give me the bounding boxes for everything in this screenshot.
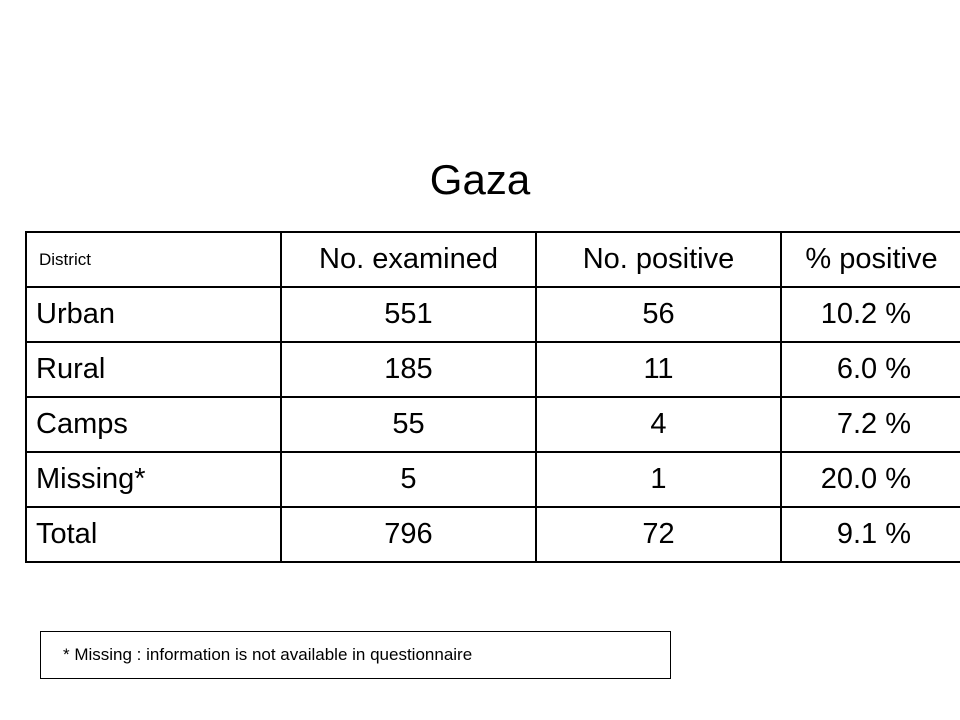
examined-cell: 796 bbox=[281, 507, 536, 562]
table-row bbox=[26, 507, 960, 562]
slide-title: Gaza bbox=[429, 156, 531, 203]
table-row bbox=[26, 397, 960, 452]
footnote-text: * Missing : information is not available in questionnaire bbox=[63, 645, 473, 664]
district-cell: Camps bbox=[26, 397, 281, 452]
table-header-row bbox=[26, 232, 960, 287]
percent-positive-cell: 6.0 % bbox=[781, 342, 960, 397]
positive-cell: 56 bbox=[536, 287, 781, 342]
footnote-box bbox=[40, 631, 671, 679]
district-cell: Urban bbox=[26, 287, 281, 342]
percent-positive-cell: 20.0 % bbox=[781, 452, 960, 507]
column-header-no-examined: No. examined bbox=[281, 232, 536, 287]
table-row bbox=[26, 287, 960, 342]
table-row bbox=[26, 452, 960, 507]
district-cell: Rural bbox=[26, 342, 281, 397]
examined-cell: 185 bbox=[281, 342, 536, 397]
percent-positive-cell: 9.1 % bbox=[781, 507, 960, 562]
district-cell: Missing* bbox=[26, 452, 281, 507]
positive-cell: 72 bbox=[536, 507, 781, 562]
percent-positive-cell: 10.2 % bbox=[781, 287, 960, 342]
positive-cell: 11 bbox=[536, 342, 781, 397]
positive-cell: 1 bbox=[536, 452, 781, 507]
percent-positive-cell: 7.2 % bbox=[781, 397, 960, 452]
data-table bbox=[25, 231, 960, 563]
column-header-district: District bbox=[26, 232, 281, 287]
column-header-percent-positive: % positive bbox=[781, 232, 960, 287]
examined-cell: 55 bbox=[281, 397, 536, 452]
examined-cell: 5 bbox=[281, 452, 536, 507]
table-row bbox=[26, 342, 960, 397]
district-cell: Total bbox=[26, 507, 281, 562]
column-header-no-positive: No. positive bbox=[536, 232, 781, 287]
examined-cell: 551 bbox=[281, 287, 536, 342]
positive-cell: 4 bbox=[536, 397, 781, 452]
